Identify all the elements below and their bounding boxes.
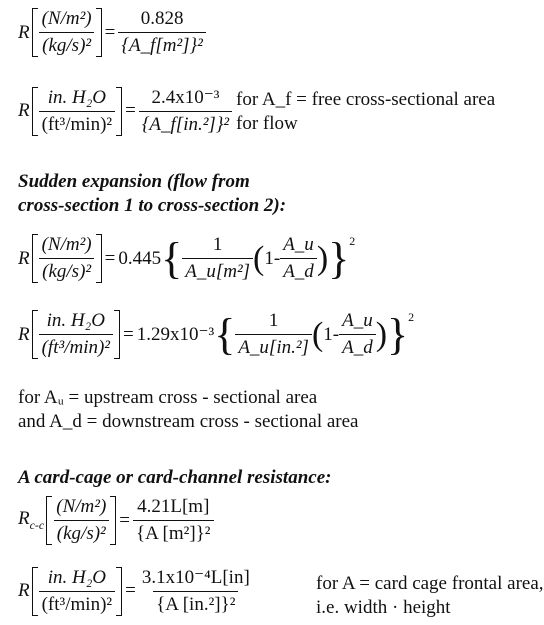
eq1-numerator: 0.828 [140, 8, 184, 29]
units-numerator: in. H₂O [47, 566, 107, 588]
eq2-note [236, 88, 495, 136]
eq4-ad: A_d [339, 334, 376, 359]
section-heading-card-cage: A card-cage or card-channel resistance: [18, 467, 332, 488]
eq6-note-line-1: for A = card cage frontal area, [316, 573, 544, 594]
equals-sign: = [104, 21, 116, 43]
units-bracket [32, 567, 123, 616]
units-bracket [46, 496, 116, 545]
equals-sign: = [104, 247, 116, 269]
right-brace: } [387, 309, 409, 359]
equals-sign: = [119, 509, 131, 531]
right-brace: } [328, 233, 350, 283]
eq4-one: 1 [268, 310, 279, 331]
eq4-one-minus: 1- [323, 323, 340, 345]
units-bracket [32, 8, 102, 57]
resistance-symbol: R [18, 247, 30, 269]
left-paren: ( [311, 315, 324, 353]
eq4-exponent: 2 [408, 310, 415, 324]
eq6-numerator: 3.1x10⁻⁴L[in] [141, 567, 250, 588]
eq3-one-minus: 1- [264, 247, 281, 269]
left-paren: ( [253, 239, 265, 277]
eq4-coefficient: 1.29x10⁻³ [136, 324, 215, 345]
equals-sign: = [123, 323, 134, 345]
right-paren: ) [375, 315, 388, 353]
section-heading-sudden-expansion [18, 170, 286, 218]
units-bracket [32, 87, 123, 136]
units-numerator: (N/m²) [41, 234, 92, 255]
units-numerator: in. H₂O [46, 310, 105, 331]
eq3-exponent: 2 [349, 234, 356, 248]
upstream-definition: for Aᵤ = upstream cross - sectional area [18, 387, 318, 408]
equation-2 [18, 86, 232, 136]
resistance-symbol: R [18, 580, 30, 601]
eq3-coefficient: 0.445 [118, 247, 162, 269]
resistance-symbol: R [18, 21, 30, 43]
equation-1 [18, 8, 206, 57]
eq2-numerator: 2.4x10⁻³ [151, 87, 220, 108]
resistance-symbol: R [18, 100, 30, 121]
units-numerator: (N/m²) [41, 8, 92, 29]
resistance-symbol: R [18, 323, 30, 345]
equation-3 [18, 234, 355, 283]
eq1-denominator: {A_f[m²]}² [118, 32, 205, 57]
eq3-one: 1 [212, 234, 223, 255]
heading-line-2: cross-section 1 to cross-section 2): [18, 195, 287, 216]
units-denominator: (kg/s)² [39, 32, 94, 57]
eq4-denominator: A_u[in.²] [235, 334, 312, 359]
equals-sign: = [125, 580, 136, 601]
left-brace: { [161, 233, 183, 283]
units-bracket [32, 234, 102, 283]
downstream-definition: and A_d = downstream cross - sectional area [18, 411, 359, 432]
units-denominator: (ft³/min)² [39, 591, 116, 616]
units-numerator: (N/m²) [56, 496, 107, 517]
equation-4 [18, 310, 414, 359]
eq2-note-line-1: for A_f = free cross-sectional area [236, 89, 496, 110]
eq6-denominator: {A [in.²]}² [153, 591, 238, 616]
units-denominator: (kg/s)² [39, 258, 94, 283]
eq5-numerator: 4.21L[m] [137, 496, 210, 517]
eq3-au: A_u [283, 234, 314, 255]
equals-sign: = [125, 100, 136, 121]
units-denominator: (ft³/min)² [39, 111, 116, 136]
eq2-note-line-2: for flow [236, 113, 298, 134]
right-paren: ) [316, 239, 329, 277]
resistance-symbol-cc: $R_{c-c}$ [18, 508, 45, 532]
eq2-denominator: {A_f[in.²]}² [139, 111, 232, 136]
eq5-denominator: {A [m²]}² [133, 520, 214, 545]
units-bracket [32, 310, 120, 359]
units-denominator: (ft³/min)² [39, 334, 113, 359]
units-denominator: (kg/s)² [54, 520, 109, 545]
left-brace: { [214, 309, 236, 359]
eq6-note [316, 572, 544, 620]
eq6-note-line-2: i.e. width · height [316, 597, 451, 618]
eq4-au: A_u [342, 310, 373, 331]
heading-line-1: Sudden expansion (flow from [18, 171, 250, 192]
equation-6 [18, 566, 253, 616]
eq3-denominator: A_u[m²] [182, 258, 253, 283]
area-definitions [18, 386, 358, 434]
units-numerator: in. H₂O [47, 86, 107, 108]
eq3-ad: A_d [280, 258, 317, 283]
equation-5 [18, 496, 214, 545]
